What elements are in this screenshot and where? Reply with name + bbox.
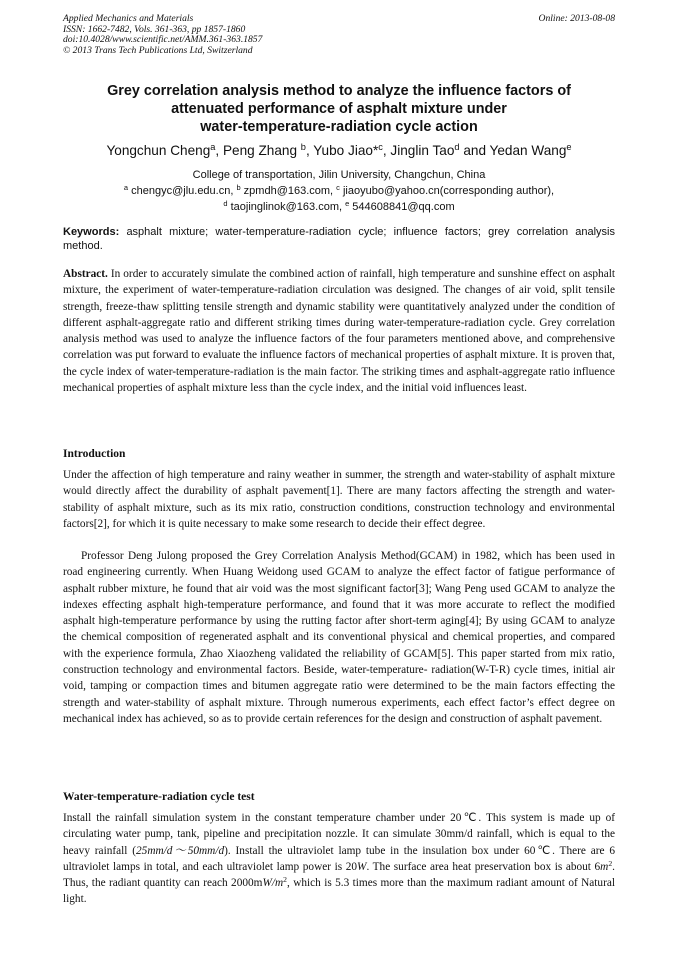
author-2: , Peng Zhang — [215, 143, 298, 158]
keywords-text: asphalt mixture; water-temperature-radiation cycle; influence factors; grey correlation analysis method. — [63, 226, 615, 252]
author-1-marker: a — [210, 141, 216, 152]
wtr-text-3: . The surface area heat preservation box is about 6 — [366, 860, 601, 873]
abstract-text: In order to accurately simulate the combined action of rainfall, high temperature and sunshine effect on asphalt mixture, the experiment of water-temperature-radiation circulation was designed. The changes of air void, split tensile strength, freeze-thaw splitting tensile strength and dynamic stability were quantitatively analyzed under the condition of different asphalt-aggregate ratio and different striking times during water-temperature-radiation cycle. Grey correlation analysis method was used to analyze the influence factors of the four parameters mentioned above, and comprehensive correlation was put forward to evaluate the influence factors of mechanical properties of asphalt mixture. It is proven that, the cycle index of water-temperature-radiation is the main factor. The striking times and asphalt-aggregate ratio influence mechanical properties of asphalt mixture less than the cycle index, and the initial void influences least. — [63, 268, 615, 395]
email-c: jiaoyubo@yahoo.cn(corresponding author), — [339, 185, 555, 197]
introduction-paragraph-1: Under the affection of high temperature and rainy weather in summer, the strength and water-stability of asphalt mixture would directly affect the durability of asphalt pavement[1]. There are many factors affecting the strength and water-stability of asphalt mixture, such as its mix ratio, construction conditions, construction technology and environmental factors[2], for which it is quite necessary to make some research to decide their effect degree. — [63, 469, 615, 530]
email-a: chengyc@jlu.edu.cn, — [128, 185, 237, 197]
author-3-marker: c — [378, 141, 383, 152]
wtr-rainfall-range: 25mm/d～50mm/d — [136, 844, 225, 857]
title-line-3: water-temperature-radiation cycle action — [200, 119, 478, 136]
wtr-text-2: ). Install the ultraviolet lamp tube in the insulation box under 60℃. There are 6 ultraviolet lamps in total, and each ultraviolet lamp power is 20 — [63, 844, 615, 873]
email-e: 544608841@qq.com — [349, 201, 455, 213]
journal-header — [63, 14, 615, 56]
email-marker-e: e — [345, 198, 350, 208]
email-line-2 — [63, 199, 615, 215]
wtr-unit-wm: W/m — [262, 877, 284, 890]
wtr-sup-1: 2 — [608, 858, 613, 868]
wtr-section-paragraph — [63, 810, 615, 908]
wtr-text-4: . Thus, the radiant quantity can reach 2000m — [63, 860, 615, 890]
institution: College of transportation, Jilin University, Changchun, China — [192, 169, 486, 181]
keywords — [63, 226, 615, 254]
email-marker-a: a — [123, 182, 129, 192]
email-b: zpmdh@163.com, — [240, 185, 337, 197]
introduction-heading: Introduction — [63, 448, 126, 460]
wtr-unit-m: m — [600, 860, 609, 873]
wtr-unit-w: W — [357, 860, 367, 873]
affiliation-block — [63, 167, 615, 215]
author-3: , Yubo Jiao* — [305, 143, 379, 158]
issn-line: ISSN: 1662-7482, Vols. 361-363, pp 1857-1860 — [63, 23, 246, 35]
journal-name: Applied Mechanics and Materials — [63, 13, 194, 24]
wtr-text-5: , which is 5.3 times more than the maximum radiant amount of Natural light. — [63, 877, 615, 906]
online-date: Online: 2013-08-08 — [538, 13, 615, 24]
abstract — [63, 266, 615, 396]
wtr-section-heading: Water-temperature-radiation cycle test — [63, 791, 255, 803]
email-d: taojinglinok@163.com, — [227, 201, 346, 213]
wtr-text-1: Install the rainfall simulation system in the constant temperature chamber under 20℃. This system is made up of circulating water pump, tank, pipeline and precipitation nozzle. It can simulate 30mm/d rainfall, which is equal to the heavy rainfall ( — [63, 812, 615, 857]
paper-title — [63, 82, 615, 137]
author-5-marker: e — [566, 141, 572, 152]
author-5: and Yedan Wang — [459, 143, 567, 158]
doi-line: doi:10.4028/www.scientific.net/AMM.361-363.1857 — [63, 34, 263, 46]
title-line-1: Grey correlation analysis method to analyze the influence factors of — [107, 83, 571, 99]
author-list — [40, 142, 638, 160]
email-marker-b: b — [236, 182, 241, 192]
wtr-sup-2: 2 — [283, 874, 287, 884]
abstract-label: Abstract. — [63, 268, 108, 280]
keywords-label: Keywords: — [63, 226, 120, 238]
author-4: , Jinglin Tao — [382, 143, 455, 158]
author-2-marker: b — [300, 141, 306, 152]
introduction-paragraph-2: Professor Deng Julong proposed the Grey Correlation Analysis Method(GCAM) in 1982, which has been used in road engineering currently. When Huang Weidong used GCAM to analyze the effect factor of fatigue performance of asphalt rubber mixture, he found that air void was the most significant factor[3]; Wang Peng used GCAM to analyze the indexes effecting asphalt high-temperature performance, and found that it was more accurate to reflect the modified asphalt high-temperature performance by using the rutting factor after short-term aging[4]; By using GCAM to analyze the chemical composition of regenerated asphalt and its conventional physical and chemical properties, and compared with the experience formula, Zhao Xiaozheng validated the reliability of GCAM[5]. This paper started from mix ratio, construction technology and environmental factors. Beside, water-temperature- radiation(W-T-R) cycle times, initial air void, tamping or compaction times and bitumen aggregate ratio were determined to be the main factors effecting the strength and water-stability of asphalt mixture. Through numerous experiments, each effect factor’s effect degree on mechanical index has achieved, so as to provide certain references for the design and construction of asphalt pavement. — [63, 550, 615, 725]
email-marker-c: c — [336, 182, 340, 192]
author-4-marker: d — [454, 141, 460, 152]
email-marker-d: d — [223, 198, 228, 208]
copyright-line: © 2013 Trans Tech Publications Ltd, Switzerland — [63, 44, 253, 56]
author-1: Yongchun Cheng — [106, 143, 211, 158]
email-line-1 — [63, 183, 615, 199]
title-line-2: attenuated performance of asphalt mixture under — [171, 101, 507, 118]
